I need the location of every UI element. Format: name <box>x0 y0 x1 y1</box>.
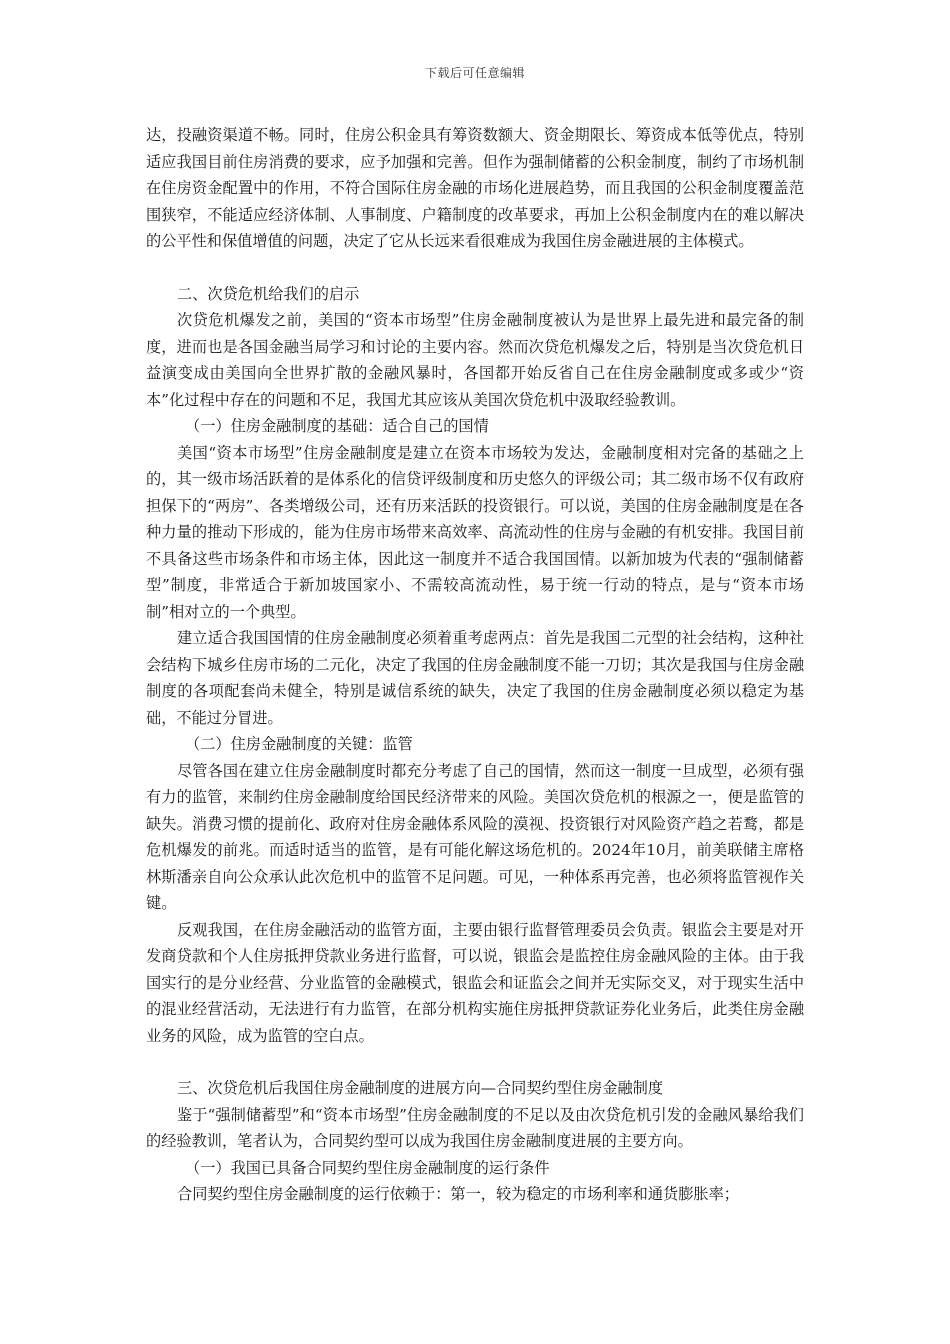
paragraph-contract-requirements: 合同契约型住房金融制度的运行依赖于：第一，较为稳定的市场利率和通货膨胀率； <box>177 1185 739 1203</box>
document-body <box>146 122 804 1208</box>
paragraph-crisis-intro: 次贷危机爆发之前，美国的“资本市场型”住房金融制度被认为是世界上最先进和最完备的制度，进而也是各国金融当局学习和讨论的主要内容。然而次贷危机爆发之后，特别是当次贷危机日益演变成由美国向全世界扩散的金融风暴时，各国都开始反省自己在住房金融制度或多或少“资本”化过程中存在的问题和不足，我国尤其应该从美国次贷危机中汲取经验教训。 <box>146 311 804 409</box>
paragraph-contract-direction: 鉴于“强制储蓄型”和“资本市场型”住房金融制度的不足以及由次贷危机引发的金融风暴给我们的经验教训，笔者认为，合同契约型可以成为我国住房金融制度进展的主要方向。 <box>146 1105 804 1150</box>
paragraph-china-conditions: 建立适合我国国情的住房金融制度必须着重考虑两点：首先是我国二元型的社会结构，这种社会结构下城乡住房市场的二元化，决定了我国的住房金融制度不能一刀切；其次是我国与住房金融制度的各项配套尚未健全，特别是诚信系统的缺失，决定了我国的住房金融制度必须以稳定为基础，不能过分冒进。 <box>146 629 804 727</box>
paragraph-housing-fund: 达，投融资渠道不畅。同时，住房公积金具有筹资数额大、资金期限长、筹资成本低等优点，特别适应我国目前住房消费的要求，应予加强和完善。但作为强制储蓄的公积金制度，制约了市场机制在住房资金配置中的作用，不符合国际住房金融的市场化进展趋势，而且我国的公积金制度覆盖范围狭窄，不能适应经济体制、人事制度、户籍制度的改革要求，再加上公积金制度内在的难以解决的公平性和保值增值的问题，决定了它从长远来看很难成为我国住房金融进展的主体模式。 <box>146 126 804 250</box>
paragraph-china-supervision: 反观我国，在住房金融活动的监管方面，主要由银行监督管理委员会负责。银监会主要是对开发商贷款和个人住房抵押贷款业务进行监督，可以说，银监会是监控住房金融风险的主体。由于我国实行的是分业经营、分业监管的金融模式，银监会和证监会之间并无实际交叉，对于现实生活中的混业经营活动，无法进行有力监管，在部分机构实施住房抵押贷款证券化业务后，此类住房金融业务的风险，成为监管的空白点。 <box>146 920 804 1045</box>
paragraph-us-model: 美国“资本市场型”住房金融制度是建立在资本市场较为发达，金融制度相对完备的基础之上的，其一级市场活跃着的是体系化的信贷评级制度和历史悠久的评级公司；其二级市场不仅有政府担保下的“两房”、各类增级公司，还有历来活跃的投资银行。可以说，美国的住房金融制度是在各种力量的推动下形成的，能为住房市场带来高效率、高流动性的住房与金融的有机安排。我国目前不具备这些市场条件和市场主体，因此这一制度并不适合我国国情。以新加坡为代表的“强制储蓄型”制度，非常适合于新加坡国家小、不需较高流动性，易于统一行动的特点，是与“资本市场制”相对立的一个典型。 <box>146 443 804 621</box>
page-header: 下载后可任意编辑 <box>424 66 525 80</box>
subheading-national-conditions: （一）住房金融制度的基础：适合自己的国情 <box>185 417 489 435</box>
paragraph-supervision-key: 尽管各国在建立住房金融制度时都充分考虑了自己的国情，然而这一制度一旦成型，必须有强有力的监管，来制约住房金融制度给国民经济带来的风险。美国次贷危机的根源之一，便是监管的缺失。消费习惯的提前化、政府对住房金融体系风险的漠视、投资银行对风险资产趋之若鹜，都是危机爆发的前兆。而适时适当的监管，是有可能化解这场危机的。2024年10月，前美联储主席格林斯潘亲自向公众承认此次危机中的监管不足问题。可见，一种体系再完善，也必须将监管视作关键。 <box>146 761 804 912</box>
subheading-supervision: （二）住房金融制度的关键：监管 <box>185 735 413 753</box>
section-heading-3: 三、次贷危机后我国住房金融制度的进展方向—合同契约型住房金融制度 <box>177 1079 663 1097</box>
subheading-contract-conditions: （一）我国已具备合同契约型住房金融制度的运行条件 <box>185 1158 550 1177</box>
section-heading-2: 二、次贷危机给我们的启示 <box>177 284 360 303</box>
